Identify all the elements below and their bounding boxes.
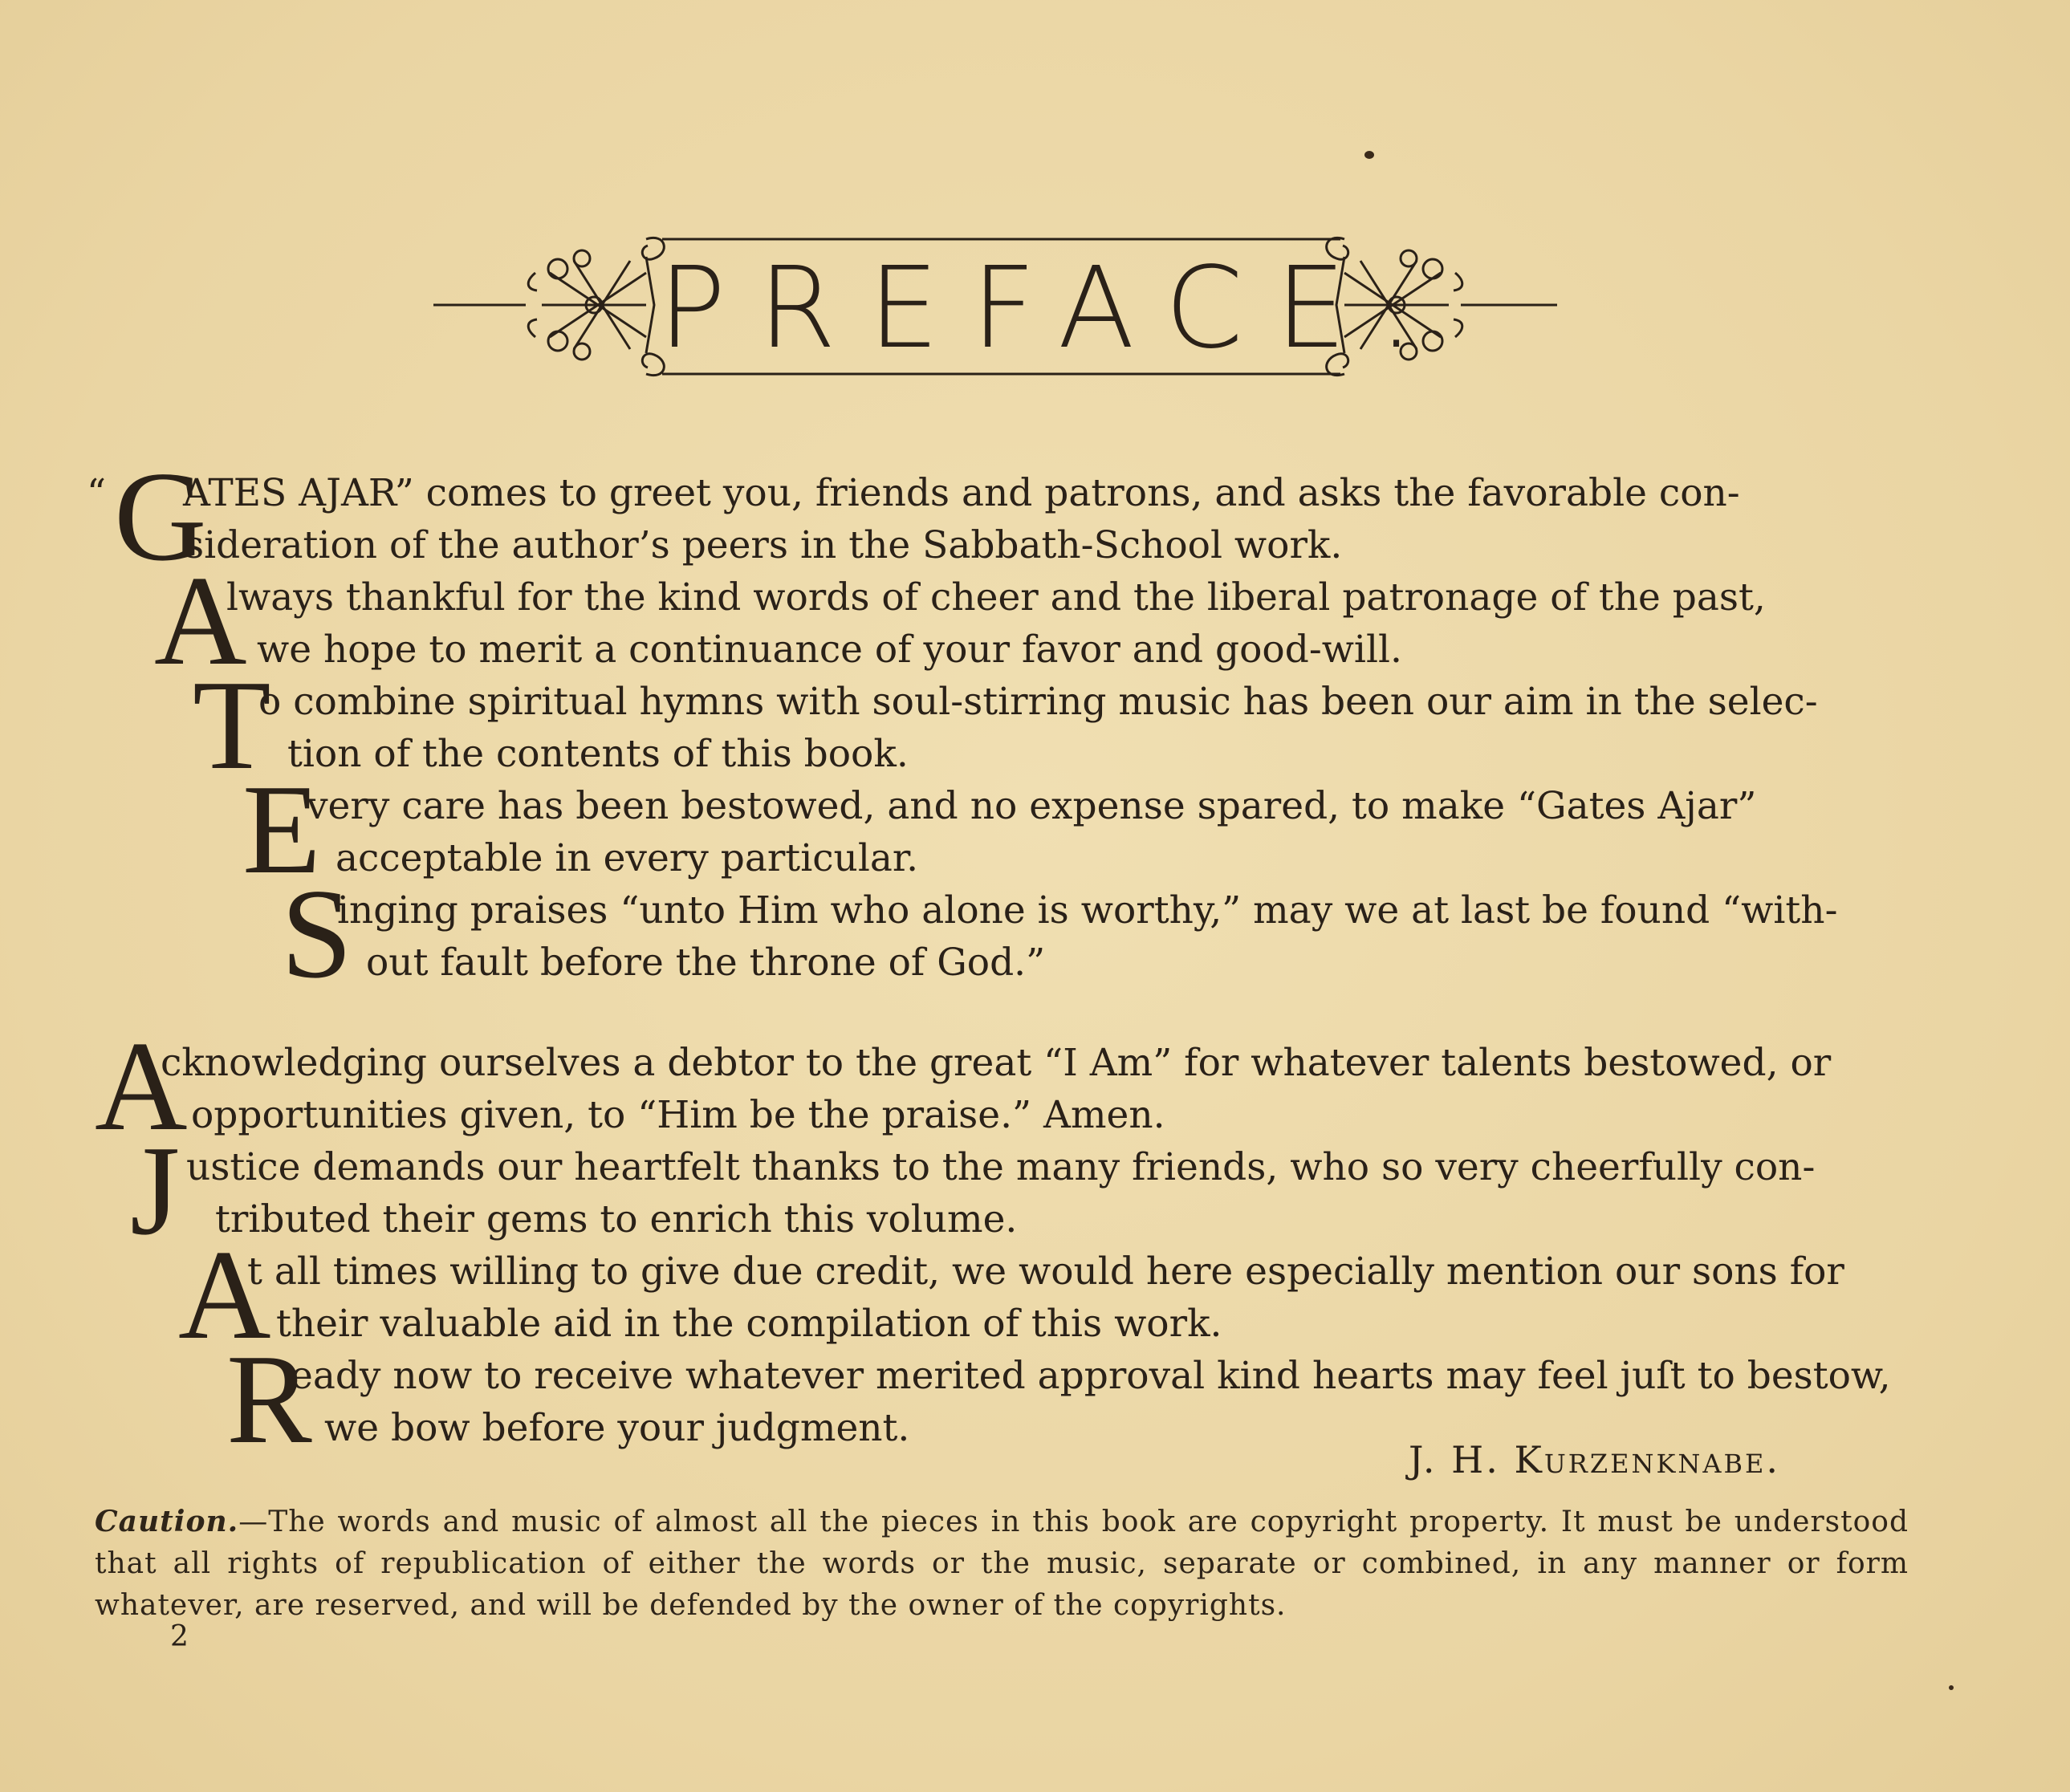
paragraph-line: o combine spiritual hymns with soul-stirring music has been our aim in the selec- [258, 680, 1818, 724]
paragraph-line: out fault before the throne of God.” [366, 941, 1046, 985]
page-number: 2 [170, 1620, 189, 1653]
caution-text: —The words and music of almost all the pieces in this book are copyright property. It must be understood that all rights of republication of either the words or the music, separate or combined, in any manner or form whatever, are reserved, and will be defended by the owner of the copyrights. [95, 1506, 1909, 1622]
paragraph-line: we hope to merit a continuance of your favor and good-will. [257, 628, 1402, 672]
drop-cap: R [226, 1327, 312, 1470]
paragraph-text [337, 884, 1909, 989]
paragraph-text [258, 676, 1909, 780]
paragraph-text [226, 571, 1909, 676]
paragraph-line: tion of the contents of this book. [287, 732, 909, 776]
paragraph-line: we bow before your judgment. [324, 1406, 910, 1450]
drop-cap: T [193, 653, 271, 796]
paragraph-line: sideration of the author’s peers in the Sabbath-School work. [185, 523, 1343, 567]
drop-cap: A [154, 549, 247, 692]
drop-cap: J [130, 1119, 181, 1262]
paragraph-line: ustice demands our heartfelt thanks to the many friends, who so very cheerfully con- [186, 1145, 1816, 1189]
paragraph-text [186, 1141, 1909, 1245]
opening-quote: “ [87, 471, 107, 515]
paragraph-line: very care has been bestowed, and no expense spared, to make “Gates Ajar” [307, 784, 1757, 828]
ink-speck [1949, 1685, 1954, 1690]
paragraph-line: t all times willing to give due credit, we would here especially mention our sons for [247, 1250, 1844, 1294]
paragraph-text [307, 780, 1909, 884]
paragraph-text [161, 1037, 1909, 1141]
page-title: PREFACE. [658, 243, 1446, 374]
drop-cap: G [114, 445, 207, 587]
paragraph-text [183, 467, 1909, 571]
preface-header [433, 225, 1557, 393]
paragraph-line: tributed their gems to enrich this volume. [215, 1197, 1018, 1241]
drop-cap: A [95, 1014, 188, 1157]
drop-cap: S [281, 862, 352, 1005]
paragraph-line: opportunities given, to “Him be the praise.” Amen. [191, 1093, 1165, 1137]
paragraph-text [247, 1245, 1909, 1350]
drop-cap: A [178, 1223, 271, 1366]
paragraph-line: eady now to receive whatever merited approval kind hearts may feel juſt to bestow, [291, 1354, 1891, 1398]
paragraph-line: ATES AJAR” comes to greet you, friends and patrons, and asks the favorable con- [183, 471, 1740, 515]
paragraph-line: cknowledging ourselves a debtor to the great “I Am” for whatever talents bestowed, or [161, 1041, 1832, 1085]
paragraph-line: their valuable aid in the compilation of this work. [276, 1302, 1222, 1346]
paragraph-line: lways thankful for the kind words of cheer and the liberal patronage of the past, [226, 575, 1766, 620]
left-flourish-icon [528, 238, 664, 375]
drop-cap: E [242, 758, 321, 900]
paragraph-line: inging praises “unto Him who alone is worthy,” may we at last be found “with- [337, 888, 1838, 933]
paragraph-line: acceptable in every particular. [336, 836, 919, 880]
caution-note [95, 1501, 1909, 1627]
author-signature: J. H. Kurzenknabe. [1409, 1438, 1781, 1481]
ink-speck [1364, 151, 1374, 159]
caution-label: Caution. [95, 1505, 239, 1538]
